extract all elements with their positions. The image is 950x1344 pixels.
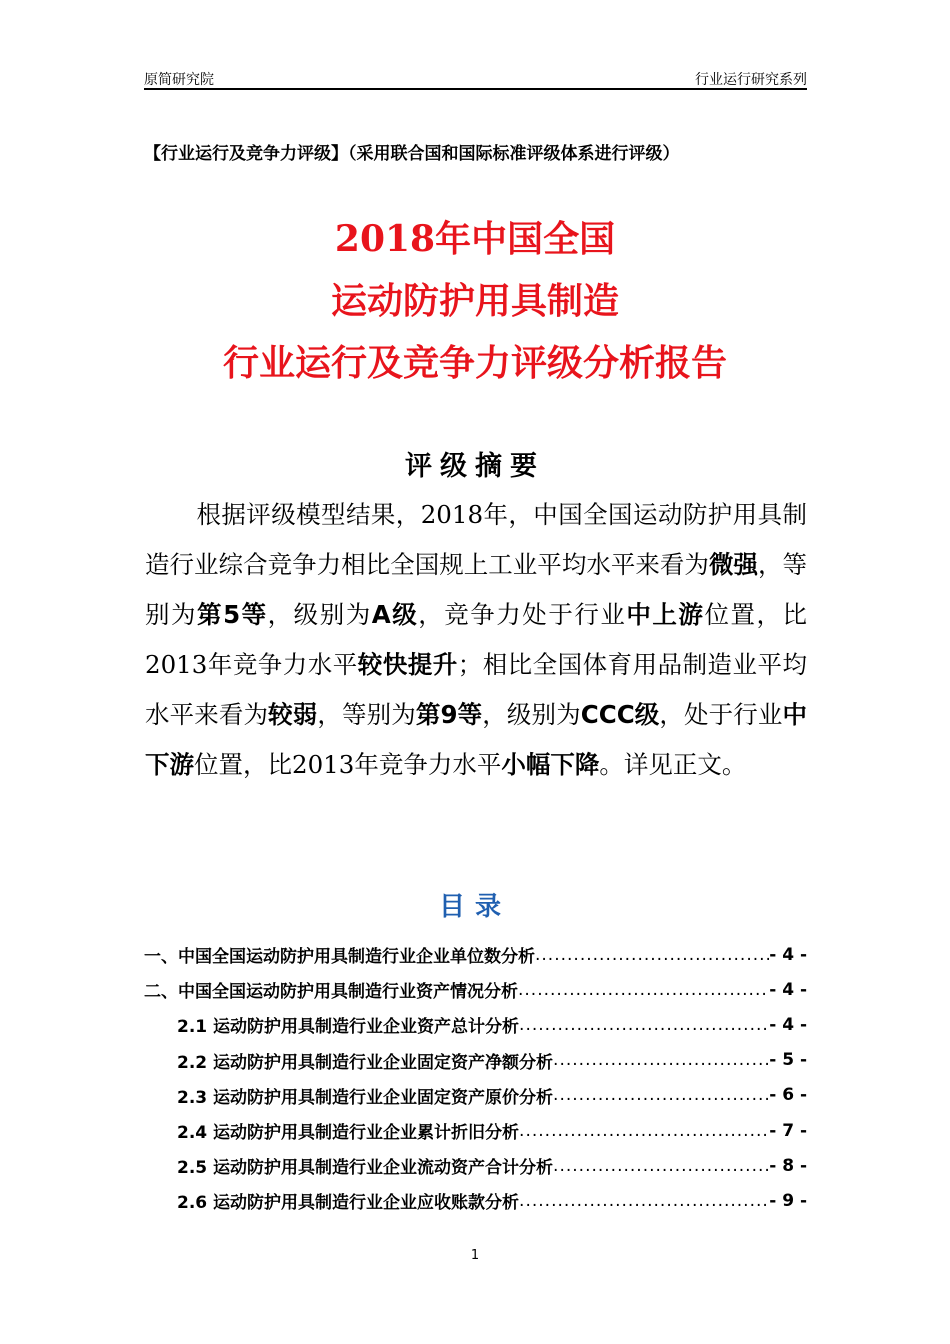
bold-text: 中下游 xyxy=(145,700,808,779)
page-header xyxy=(144,68,807,90)
text: 根据评级模型结果，2018年，中国全国运动防护用具制造行业综合竞争力相比全国规上工业平均水平来看为 xyxy=(145,500,807,579)
toc-page: - 4 - xyxy=(769,944,807,965)
toc-entry[interactable] xyxy=(144,1183,807,1218)
toc-page: - 9 - xyxy=(769,1190,807,1211)
toc-entry[interactable] xyxy=(144,1148,807,1183)
toc-entry[interactable] xyxy=(144,972,807,1007)
summary-heading: 评级摘要 xyxy=(405,451,545,482)
bold-text: CCC级 xyxy=(580,700,660,729)
toc-leader xyxy=(519,1015,769,1035)
page-number: 1 xyxy=(470,1248,480,1263)
toc-page: - 5 - xyxy=(769,1050,807,1071)
title-line: 2018年中国全国 xyxy=(334,218,616,260)
toc-page: - 4 - xyxy=(769,979,807,1000)
toc-label: 一、中国全国运动防护用具制造行业企业单位数分析 xyxy=(144,947,535,968)
toc-label: 2.5 运动防护用具制造行业企业流动资产合计分析 xyxy=(177,1158,554,1179)
bold-text: 较快提升 xyxy=(357,650,458,679)
toc-entry[interactable] xyxy=(144,1043,807,1078)
header-right: 行业运行研究系列 xyxy=(695,72,807,88)
bold-text: 较弱 xyxy=(268,700,318,729)
bold-text: A级 xyxy=(371,600,419,629)
toc-leader xyxy=(518,980,769,1000)
toc-entry[interactable] xyxy=(144,937,807,972)
toc-leader xyxy=(553,1085,769,1105)
toc-leader xyxy=(535,945,769,965)
toc-leader xyxy=(519,1191,769,1211)
text: ；相比全国体育用品制造业平均水平来看为 xyxy=(145,650,808,729)
text: ，竞争力处于行业 xyxy=(418,600,627,629)
title-line: 行业运行及竞争力评级分析报告 xyxy=(222,342,727,384)
text: ，级别为 xyxy=(267,600,372,629)
text: ，级别为 xyxy=(482,700,581,729)
toc-label: 2.2 运动防护用具制造行业企业固定资产净额分析 xyxy=(177,1052,554,1073)
toc-label: 二、中国全国运动防护用具制造行业资产情况分析 xyxy=(144,982,518,1003)
summary-paragraph xyxy=(145,490,807,790)
title-line: 运动防护用具制造 xyxy=(330,280,619,322)
toc-heading: 目录 xyxy=(438,892,511,922)
header-left: 原简研究院 xyxy=(144,72,214,88)
toc-page: - 4 - xyxy=(769,1014,807,1035)
report-tagline: 【行业运行及竞争力评级】（采用联合国和国际标准评级体系进行评级） xyxy=(144,144,680,164)
text: 位置，比2013年竞争力水平 xyxy=(145,600,808,679)
toc-label: 2.6 运动防护用具制造行业企业应收账款分析 xyxy=(177,1193,520,1214)
toc-entry[interactable] xyxy=(144,1007,807,1042)
bold-text: 小幅下降 xyxy=(501,750,600,779)
toc-page: - 8 - xyxy=(769,1155,807,1176)
toc-leader xyxy=(519,1121,769,1141)
text: 位置，比2013年竞争力水平 xyxy=(194,750,502,779)
toc-leader xyxy=(553,1156,769,1176)
toc-entry[interactable] xyxy=(144,1078,807,1113)
toc-leader xyxy=(553,1050,769,1070)
bold-text: 微强 xyxy=(708,550,758,579)
bold-text: 第5等 xyxy=(197,600,268,629)
toc-page: - 6 - xyxy=(769,1085,807,1106)
text: 。详见正文。 xyxy=(599,750,747,779)
toc-label: 2.1 运动防护用具制造行业企业资产总计分析 xyxy=(177,1017,520,1038)
bold-text: 中上游 xyxy=(626,600,705,629)
toc-label: 2.4 运动防护用具制造行业企业累计折旧分析 xyxy=(177,1123,520,1144)
toc-page: - 7 - xyxy=(769,1120,807,1141)
text: ，处于行业 xyxy=(659,700,783,729)
table-of-contents xyxy=(144,937,807,1219)
toc-entry[interactable] xyxy=(144,1113,807,1148)
text: ，等别为 xyxy=(317,700,416,729)
text: ，等别为 xyxy=(145,550,808,629)
bold-text: 第9等 xyxy=(415,700,483,729)
report-title xyxy=(0,208,950,394)
toc-label: 2.3 运动防护用具制造行业企业固定资产原价分析 xyxy=(177,1087,554,1108)
